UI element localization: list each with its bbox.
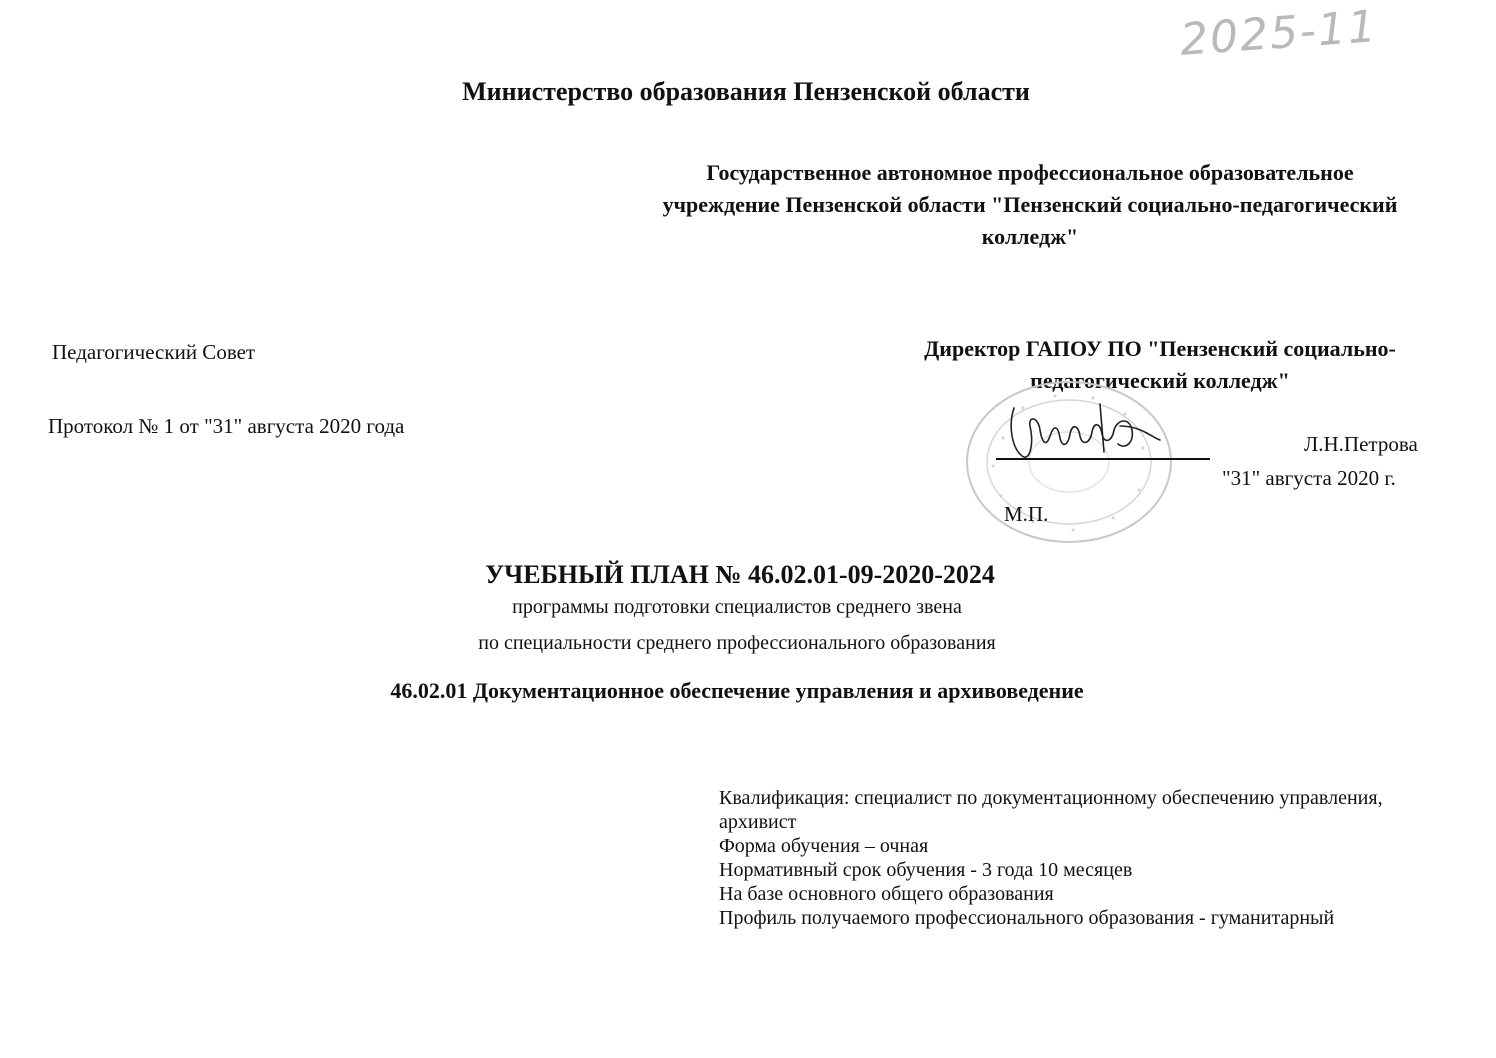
institution-line-1: Государственное автономное профессиональное образовательное [706,160,1354,185]
study-term: Нормативный срок обучения - 3 года 10 месяцев [719,859,1133,881]
qualification-line-1: Квалификация: специалист по документационному обеспечению управления, [719,787,1383,809]
specialty-heading [0,678,1496,704]
plan-subtitle-1 [0,596,1496,619]
plan-subtitle-2-text: по специальности среднего профессионального образования [478,632,996,654]
protocol-line: Протокол № 1 от "31" августа 2020 года [48,414,405,438]
director-line-2: педагогический колледж" [1030,368,1290,393]
handwritten-note: 2025-11 [1178,1,1380,66]
program-info [719,786,1449,930]
signature-line [996,458,1210,460]
education-base: На базе основного общего образования [719,883,1054,905]
director-line-1: Директор ГАПОУ ПО "Пензенский социально- [924,336,1396,361]
plan-subtitle-1-text: программы подготовки специалистов среднего звена [512,596,962,618]
ministry-text: Министерство образования Пензенской области [462,77,1030,106]
ministry-heading [0,77,1496,107]
plan-subtitle-2 [0,632,1496,655]
director-name: Л.Н.Петрова [1304,432,1418,456]
qualification-line-2: архивист [719,811,797,833]
institution-heading [560,157,1496,253]
education-profile: Профиль получаемого профессионального образования - гуманитарный [719,907,1335,929]
plan-title [0,560,1496,590]
specialty-text: 46.02.01 Документационное обеспечение управления и архивоведение [390,678,1084,703]
study-form: Форма обучения – очная [719,835,929,857]
director-signature-icon [1000,396,1170,466]
pedagogical-council-label: Педагогический Совет [52,340,256,364]
approval-date: "31" августа 2020 г. [1222,466,1396,490]
institution-line-2: учреждение Пензенской области "Пензенский социально-педагогический [662,192,1398,217]
institution-line-3: колледж" [981,224,1079,249]
plan-title-text: УЧЕБНЫЙ ПЛАН № 46.02.01-09-2020-2024 [485,560,995,589]
seal-label: М.П. [1004,502,1049,526]
